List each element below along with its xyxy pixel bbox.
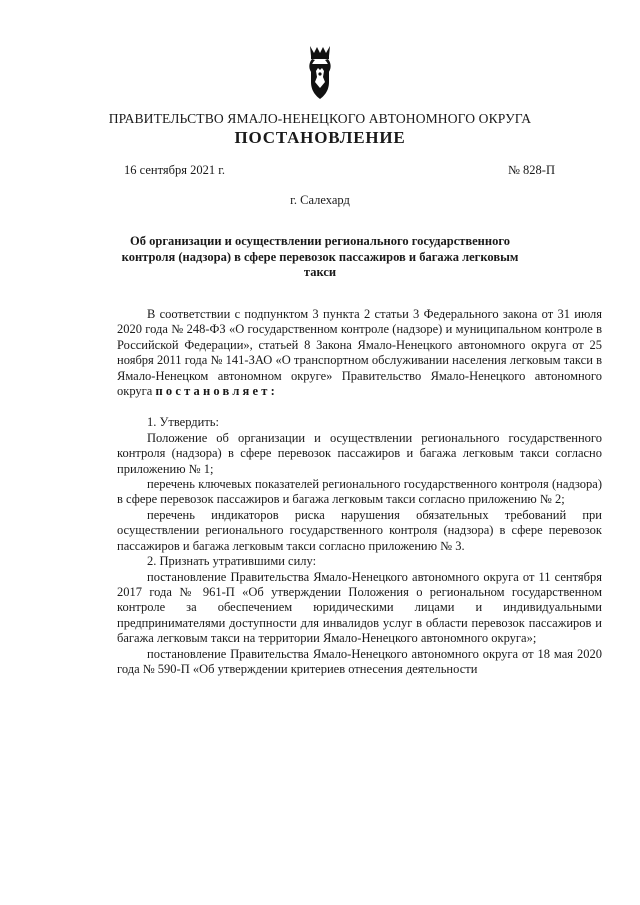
preamble-paragraph: [117, 307, 602, 399]
list-item: 1. Утвердить:: [147, 415, 219, 430]
document-city: г. Салехард: [290, 193, 350, 207]
government-name: ПРАВИТЕЛЬСТВО ЯМАЛО-НЕНЕЦКОГО АВТОНОМНОГО ОКРУГА: [108, 111, 532, 126]
preamble-text: В соответствии с подпунктом 3 пункта 2 статьи 3 Федерального закона от 31 июля 2020 года № 248-ФЗ «О государственном контроле (надзоре) и муниципальном контроле в Российской Федерации», статьей 8 Закона Ямало-Ненецкого автономного округа от 25 ноября 2011 года № 141-ЗАО «О транспортном обслуживании населения легковым такси в Ямало-Ненецком автономном округе» Правительство Ямало-Ненецкого автономного округа: [117, 307, 602, 399]
coat-of-arms-icon: [306, 44, 334, 102]
list-item: постановление Правительства Ямало-Ненецкого автономного округа от 18 мая 2020 года № 590-П «Об утверждении критериев отнесения деятельности: [117, 646, 602, 676]
document-number: № 828-П: [508, 163, 555, 177]
list-item: 2. Признать утратившими силу:: [147, 554, 317, 569]
document-type: ПОСТАНОВЛЕНИЕ: [234, 128, 406, 147]
list-item: перечень ключевых показателей регионального государственного контроля (надзора) в сфере перевозок пассажиров и багажа легковым такси согласно приложению № 2;: [117, 477, 602, 507]
list-item: постановление Правительства Ямало-Ненецкого автономного округа от 11 сентября 2017 года № 961-П «Об утверждении Положения о региональном государственном контроле за обеспечением юридическими лицами и индивидуальными предпринимателями доступности для инвалидов услуг в области перевозок пассажиров и багажа легковым такси на территории Ямало-Ненецкого автономного округа»;: [117, 569, 602, 646]
list-item: перечень индикаторов риска нарушения обязательных требований при осуществлении регионального государственного контроля (надзора) в сфере перевозок пассажиров и багажа легковым такси согласно приложению № 3.: [117, 507, 602, 553]
document-body: [117, 307, 602, 677]
list-item: Положение об организации и осуществлении регионального государственного контроля (надзора) в сфере перевозок пассажиров и багажа легковым такси согласно приложению № 1;: [117, 430, 602, 476]
document-date: 16 сентября 2021 г.: [124, 163, 226, 177]
resolves-word: постановляет:: [155, 384, 278, 399]
document-title: Об организации и осуществлении регионального государственного контроля (надзора) в сфере перевозок пассажиров и багажа легковым такси: [121, 234, 519, 279]
